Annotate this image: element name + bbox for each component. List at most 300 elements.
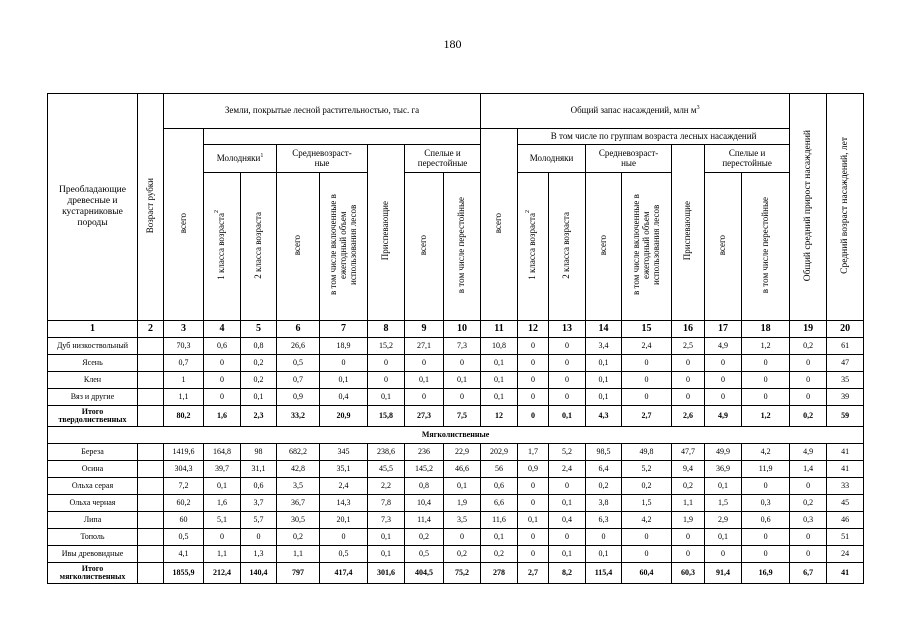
maturing-label: Приспевающие — [380, 201, 391, 261]
value-cell: 70,3 — [164, 338, 204, 355]
value-cell: 0,3 — [790, 512, 827, 529]
value-cell: 0 — [518, 546, 549, 563]
cutting-age-cell — [138, 563, 164, 584]
value-cell: 3,8 — [586, 495, 622, 512]
value-cell: 1,1 — [204, 546, 241, 563]
column-number: 6 — [277, 321, 320, 338]
value-cell: 0 — [204, 389, 241, 406]
stock-maturing-header — [672, 145, 705, 321]
value-cell: 0 — [672, 355, 705, 372]
value-cell: 0,8 — [405, 478, 444, 495]
header-row — [48, 94, 864, 129]
cutting-age-cell — [138, 355, 164, 372]
value-cell: 236 — [405, 444, 444, 461]
value-cell: 4,9 — [705, 338, 742, 355]
value-cell: 0,2 — [586, 478, 622, 495]
value-cell: 0 — [204, 355, 241, 372]
value-cell: 212,4 — [204, 563, 241, 584]
value-cell: 0,1 — [518, 512, 549, 529]
value-cell: 0,1 — [481, 389, 518, 406]
value-cell: 0 — [622, 389, 672, 406]
value-cell: 1,5 — [705, 495, 742, 512]
area-mature-total-header — [405, 173, 444, 321]
value-cell: 2,4 — [549, 461, 586, 478]
value-cell: 0,2 — [241, 355, 277, 372]
value-cell: 12 — [481, 406, 518, 427]
area-middle-aged-total-header — [277, 173, 320, 321]
value-cell: 4,3 — [586, 406, 622, 427]
section-row — [48, 427, 864, 444]
value-cell: 7,5 — [444, 406, 481, 427]
value-cell: 15,8 — [368, 406, 405, 427]
table-row — [48, 338, 864, 355]
value-cell: 1 — [164, 372, 204, 389]
area-maturing-header — [368, 145, 405, 321]
value-cell: 417,4 — [320, 563, 368, 584]
value-cell: 0,2 — [241, 372, 277, 389]
value-cell: 4,9 — [705, 406, 742, 427]
value-cell: 20,1 — [320, 512, 368, 529]
value-cell: 45 — [827, 495, 864, 512]
value-cell: 0,9 — [277, 389, 320, 406]
value-cell: 41 — [827, 444, 864, 461]
table-row — [48, 389, 864, 406]
value-cell: 4,2 — [742, 444, 790, 461]
value-cell: 20,9 — [320, 406, 368, 427]
value-cell: 56 — [481, 461, 518, 478]
value-cell: 18,9 — [320, 338, 368, 355]
value-cell: 0,1 — [368, 529, 405, 546]
stock-middle-aged-included-header — [622, 173, 672, 321]
table-row — [48, 444, 864, 461]
value-cell: 0 — [368, 372, 405, 389]
cutting-age-cell — [138, 495, 164, 512]
value-cell: 4,2 — [622, 512, 672, 529]
column-number: 15 — [622, 321, 672, 338]
area-middle-aged-included-header — [320, 173, 368, 321]
value-cell: 7,2 — [164, 478, 204, 495]
value-cell: 16,9 — [742, 563, 790, 584]
age-class-1-text: 1 класса возраста — [216, 213, 227, 280]
value-cell: 2,4 — [622, 338, 672, 355]
value-cell: 0 — [204, 372, 241, 389]
value-cell: 0 — [622, 529, 672, 546]
value-cell: 0 — [405, 389, 444, 406]
species-name: Ясень — [48, 355, 138, 372]
value-cell: 0,6 — [742, 512, 790, 529]
table-row — [48, 495, 864, 512]
value-cell: 1,1 — [277, 546, 320, 563]
value-cell: 0,1 — [481, 355, 518, 372]
value-cell: 0 — [742, 355, 790, 372]
value-cell: 15,2 — [368, 338, 405, 355]
value-cell: 0,1 — [549, 546, 586, 563]
age-class-1-label — [525, 210, 538, 280]
value-cell: 682,2 — [277, 444, 320, 461]
value-cell: 0,5 — [164, 529, 204, 546]
value-cell: 0 — [241, 529, 277, 546]
area-mature-header — [405, 145, 481, 173]
value-cell: 2,2 — [368, 478, 405, 495]
value-cell: 0,1 — [586, 546, 622, 563]
value-cell: 0,9 — [518, 461, 549, 478]
value-cell: 0,2 — [790, 406, 827, 427]
area-middle-aged-header — [277, 145, 368, 173]
cutting-age-cell — [138, 512, 164, 529]
value-cell: 0,1 — [368, 546, 405, 563]
column-number: 8 — [368, 321, 405, 338]
cutting-age-cell — [138, 529, 164, 546]
value-cell: 31,1 — [241, 461, 277, 478]
species-name: Ольха серая — [48, 478, 138, 495]
column-number: 10 — [444, 321, 481, 338]
value-cell: 2,4 — [320, 478, 368, 495]
value-cell: 7,3 — [444, 338, 481, 355]
column-number: 16 — [672, 321, 705, 338]
value-cell: 0,1 — [241, 389, 277, 406]
value-cell: 33,2 — [277, 406, 320, 427]
value-cell: 0,4 — [549, 512, 586, 529]
value-cell: 6,7 — [790, 563, 827, 584]
value-cell: 0 — [444, 355, 481, 372]
value-cell: 0,1 — [444, 372, 481, 389]
value-cell: 0 — [790, 546, 827, 563]
mean-age-header — [827, 94, 864, 321]
value-cell: 1,6 — [204, 495, 241, 512]
value-cell: 24 — [827, 546, 864, 563]
value-cell: 1,9 — [444, 495, 481, 512]
value-cell: 39 — [827, 389, 864, 406]
species-name: Ивы древовидные — [48, 546, 138, 563]
area-total-label: всего — [177, 212, 188, 234]
value-cell: 0 — [586, 529, 622, 546]
value-cell: 60,4 — [622, 563, 672, 584]
value-cell: 0 — [790, 389, 827, 406]
area-age-class-1-header — [204, 173, 241, 321]
species-name: Тополь — [48, 529, 138, 546]
value-cell: 0 — [622, 355, 672, 372]
value-cell: 46,6 — [444, 461, 481, 478]
total-label: всего — [418, 234, 429, 256]
value-cell: 75,2 — [444, 563, 481, 584]
value-cell: 145,2 — [405, 461, 444, 478]
value-cell: 2,7 — [518, 563, 549, 584]
value-cell: 0 — [320, 355, 368, 372]
value-cell: 0,1 — [405, 372, 444, 389]
value-cell: 0 — [549, 338, 586, 355]
value-cell: 0 — [368, 355, 405, 372]
value-cell: 6,4 — [586, 461, 622, 478]
value-cell: 59 — [827, 406, 864, 427]
stock-young-stands-header: Молодняки — [518, 145, 586, 173]
value-cell: 4,1 — [164, 546, 204, 563]
value-cell: 404,5 — [405, 563, 444, 584]
value-cell: 301,6 — [368, 563, 405, 584]
column-number: 17 — [705, 321, 742, 338]
value-cell: 11,9 — [742, 461, 790, 478]
value-cell: 35,1 — [320, 461, 368, 478]
stock-mature-header — [705, 145, 790, 173]
value-cell: 3,4 — [586, 338, 622, 355]
stock-age-class-1-header — [518, 173, 549, 321]
value-cell: 0,5 — [405, 546, 444, 563]
value-cell: 41 — [827, 563, 864, 584]
value-cell: 10,4 — [405, 495, 444, 512]
value-cell: 0 — [549, 389, 586, 406]
age-class-2-label: 2 класса возраста — [561, 211, 572, 279]
cutting-age-cell — [138, 406, 164, 427]
column-number: 1 — [48, 321, 138, 338]
value-cell: 2,9 — [705, 512, 742, 529]
value-cell: 49,8 — [622, 444, 672, 461]
cutting-age-cell — [138, 461, 164, 478]
cubic-unit-superscript: 3 — [696, 105, 700, 112]
value-cell: 35 — [827, 372, 864, 389]
stock-total-header — [481, 129, 518, 321]
column-number: 9 — [405, 321, 444, 338]
column-number: 11 — [481, 321, 518, 338]
table-row — [48, 512, 864, 529]
value-cell: 39,7 — [204, 461, 241, 478]
area-age-class-2-header — [241, 173, 277, 321]
value-cell: 0,2 — [405, 529, 444, 546]
value-cell: 0,1 — [444, 478, 481, 495]
value-cell: 2,5 — [672, 338, 705, 355]
value-cell: 0 — [672, 546, 705, 563]
value-cell: 0,1 — [481, 529, 518, 546]
area-total-header — [164, 129, 204, 321]
value-cell: 1,6 — [204, 406, 241, 427]
area-age-groups-header — [204, 129, 481, 145]
header-row — [48, 129, 864, 145]
value-cell: 0 — [518, 529, 549, 546]
column-number: 13 — [549, 321, 586, 338]
cutting-age-cell — [138, 478, 164, 495]
total-label: всего — [292, 234, 303, 256]
stock-age-class-2-header — [549, 173, 586, 321]
species-name: Ольха черная — [48, 495, 138, 512]
value-cell: 2,7 — [622, 406, 672, 427]
value-cell: 0 — [742, 529, 790, 546]
table-row — [48, 546, 864, 563]
cutting-age-cell — [138, 372, 164, 389]
middle-aged-label-line2: ные — [621, 157, 636, 168]
table-row — [48, 529, 864, 546]
table-body — [48, 321, 864, 584]
mean-increment-header — [790, 94, 827, 321]
value-cell: 0 — [518, 495, 549, 512]
section-title: Мягколиственные — [48, 427, 864, 444]
value-cell: 115,4 — [586, 563, 622, 584]
column-number: 7 — [320, 321, 368, 338]
age-class-2-label: 2 класса возраста — [252, 211, 263, 279]
value-cell: 1855,9 — [164, 563, 204, 584]
value-cell: 0,2 — [622, 478, 672, 495]
value-cell: 0,5 — [320, 546, 368, 563]
value-cell: 0 — [320, 529, 368, 546]
cutting-age-cell — [138, 444, 164, 461]
value-cell: 11,6 — [481, 512, 518, 529]
value-cell: 5,2 — [622, 461, 672, 478]
value-cell: 0 — [549, 355, 586, 372]
value-cell: 5,7 — [241, 512, 277, 529]
total-label: Итого мягколиственных — [48, 563, 138, 584]
value-cell: 0 — [790, 372, 827, 389]
value-cell: 0,6 — [481, 478, 518, 495]
value-cell: 1,1 — [164, 389, 204, 406]
mature-label: Спелые и перестойные — [417, 147, 468, 168]
value-cell: 0,1 — [705, 478, 742, 495]
footnote-2-superscript: 2 — [525, 210, 532, 214]
stock-age-groups-header: В том числе по группам возраста лесных насаждений — [518, 129, 790, 145]
value-cell: 1,1 — [672, 495, 705, 512]
value-cell: 0 — [672, 389, 705, 406]
species-name: Липа — [48, 512, 138, 529]
column-number: 4 — [204, 321, 241, 338]
value-cell: 0 — [518, 372, 549, 389]
value-cell: 0,2 — [277, 529, 320, 546]
value-cell: 1,2 — [742, 406, 790, 427]
value-cell: 91,4 — [705, 563, 742, 584]
stock-middle-aged-total-header — [586, 173, 622, 321]
value-cell: 0 — [549, 372, 586, 389]
value-cell: 0,4 — [320, 389, 368, 406]
value-cell: 0 — [705, 389, 742, 406]
value-cell: 0 — [742, 372, 790, 389]
mean-increment-label: Общий средний прирост насаждений — [802, 129, 813, 282]
value-cell: 26,6 — [277, 338, 320, 355]
age-class-1-label — [214, 210, 227, 280]
column-number: 5 — [241, 321, 277, 338]
column-number: 20 — [827, 321, 864, 338]
forest-area-group-header: Земли, покрытые лесной растительностью, тыс. га — [164, 94, 481, 129]
value-cell: 0,1 — [586, 372, 622, 389]
value-cell: 345 — [320, 444, 368, 461]
value-cell: 45,5 — [368, 461, 405, 478]
value-cell: 0 — [518, 355, 549, 372]
value-cell: 1,7 — [518, 444, 549, 461]
growing-stock-label: Общий запас насаждений, млн м — [570, 105, 697, 116]
total-label: Итого твердолиственных — [48, 406, 138, 427]
species-header: Преобладающие древесные и кустарниковые породы — [48, 94, 138, 321]
value-cell: 27,1 — [405, 338, 444, 355]
age-class-1-text: 1 класса возраста — [527, 213, 538, 280]
overmature-label: в том числе перестойные — [759, 196, 770, 294]
total-label: всего — [717, 234, 728, 256]
cutting-age-cell — [138, 338, 164, 355]
middle-aged-label-line1: Средневозраст- — [292, 147, 352, 158]
value-cell: 0,1 — [368, 389, 405, 406]
value-cell: 0,6 — [204, 338, 241, 355]
value-cell: 1,9 — [672, 512, 705, 529]
value-cell: 80,2 — [164, 406, 204, 427]
stock-middle-aged-header — [586, 145, 672, 173]
column-number: 2 — [138, 321, 164, 338]
value-cell: 7,8 — [368, 495, 405, 512]
value-cell: 10,8 — [481, 338, 518, 355]
footnote-1-superscript: 1 — [260, 152, 264, 159]
cutting-age-cell — [138, 389, 164, 406]
value-cell: 0,1 — [549, 406, 586, 427]
value-cell: 1,3 — [241, 546, 277, 563]
column-number: 18 — [742, 321, 790, 338]
young-stands-label: Молодняки — [216, 152, 261, 163]
middle-aged-label-line1: Средневозраст- — [598, 147, 659, 158]
value-cell: 27,3 — [405, 406, 444, 427]
value-cell: 0,2 — [790, 495, 827, 512]
value-cell: 98 — [241, 444, 277, 461]
value-cell: 2,3 — [241, 406, 277, 427]
value-cell: 36,7 — [277, 495, 320, 512]
mature-label: Спелые и перестойные — [722, 147, 772, 168]
cutting-age-header — [138, 94, 164, 321]
value-cell: 1,5 — [622, 495, 672, 512]
value-cell: 0,2 — [790, 338, 827, 355]
value-cell: 0 — [518, 389, 549, 406]
value-cell: 0 — [705, 355, 742, 372]
stock-mature-total-header — [705, 173, 742, 321]
value-cell: 1,4 — [790, 461, 827, 478]
species-name: Клен — [48, 372, 138, 389]
value-cell: 41 — [827, 461, 864, 478]
value-cell: 0 — [405, 355, 444, 372]
cutting-age-label: Возраст рубки — [144, 177, 155, 234]
stock-total-label: всего — [493, 212, 504, 234]
value-cell: 98,5 — [586, 444, 622, 461]
value-cell: 5,1 — [204, 512, 241, 529]
growing-stock-group-header — [481, 94, 790, 129]
value-cell: 0 — [444, 529, 481, 546]
value-cell: 61 — [827, 338, 864, 355]
value-cell: 0 — [790, 478, 827, 495]
value-cell: 0 — [518, 478, 549, 495]
value-cell: 0,2 — [672, 478, 705, 495]
value-cell: 0 — [444, 389, 481, 406]
stock-overmature-header — [742, 173, 790, 321]
table-row — [48, 461, 864, 478]
column-number-row — [48, 321, 864, 338]
value-cell: 0 — [549, 478, 586, 495]
value-cell: 0,2 — [444, 546, 481, 563]
value-cell: 202,9 — [481, 444, 518, 461]
value-cell: 46 — [827, 512, 864, 529]
table-header — [48, 94, 864, 321]
value-cell: 0,1 — [204, 478, 241, 495]
value-cell: 164,8 — [204, 444, 241, 461]
included-label: в том числе включенные в ежегодный объем использования лесов — [630, 194, 661, 296]
value-cell: 6,6 — [481, 495, 518, 512]
value-cell: 0,3 — [742, 495, 790, 512]
column-number: 19 — [790, 321, 827, 338]
cutting-age-cell — [138, 546, 164, 563]
value-cell: 3,5 — [444, 512, 481, 529]
value-cell: 0 — [672, 529, 705, 546]
value-cell: 0,1 — [586, 389, 622, 406]
value-cell: 0 — [742, 478, 790, 495]
value-cell: 51 — [827, 529, 864, 546]
included-label: в том числе включенные в ежегодный объем использования лесов — [327, 194, 358, 296]
value-cell: 60,3 — [672, 563, 705, 584]
species-name: Дуб низкоствольный — [48, 338, 138, 355]
value-cell: 0,1 — [320, 372, 368, 389]
value-cell: 0 — [705, 546, 742, 563]
value-cell: 0 — [790, 529, 827, 546]
value-cell: 238,6 — [368, 444, 405, 461]
value-cell: 47,7 — [672, 444, 705, 461]
value-cell: 0 — [549, 529, 586, 546]
value-cell: 797 — [277, 563, 320, 584]
value-cell: 14,3 — [320, 495, 368, 512]
